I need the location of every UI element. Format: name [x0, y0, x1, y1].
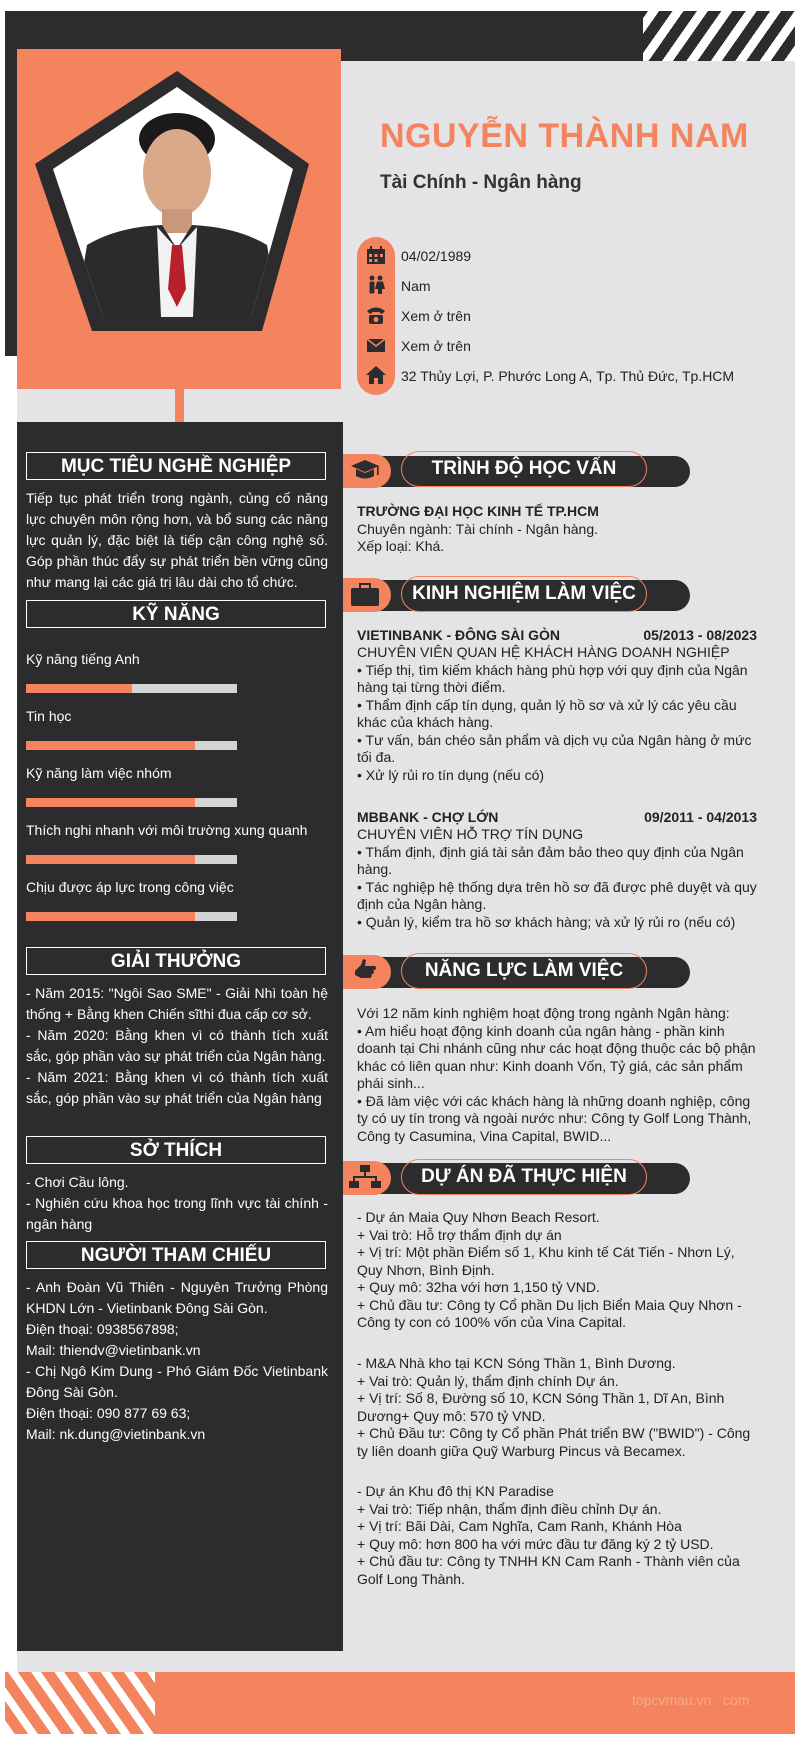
project-item: [357, 1209, 757, 1332]
project-line: + Quy mô: hơn 800 ha với mức đầu tư đăng ký 2 tỷ USD.: [357, 1535, 714, 1552]
reference-line: Điện thoại: 0938567898;: [26, 1321, 179, 1337]
projects-icon-box: [343, 1161, 391, 1195]
competence-line: • Đã làm việc với các khách hàng là những doanh nghiệp, công ty có uy tín trong và ngoài nước như: Công ty Golf Long Thành, Công ty Casumina, Vina Capital, BWID...: [357, 1092, 752, 1144]
portrait-photo: [17, 49, 341, 389]
project-line: - Dự án Khu đô thị KN Paradise: [357, 1483, 554, 1499]
photo-frame: [17, 49, 341, 389]
reference-line: - Chị Ngô Kim Dung - Phó Giám Đốc Vietinbank Đông Sài Gòn.: [26, 1363, 328, 1400]
competence-heading: NĂNG LỰC LÀM VIỆC: [401, 953, 647, 989]
objective-heading: MỤC TIÊU NGHỀ NGHIỆP: [26, 452, 326, 480]
hobbies-heading: SỞ THÍCH: [26, 1136, 326, 1164]
project-line: + Vai trò: Hỗ trợ thẩm định dự án: [357, 1226, 562, 1243]
hobby-item: - Nghiên cứu khoa học trong lĩnh vực tài chính - ngân hàng: [26, 1195, 328, 1232]
project-line: + Vị trí: Một phần Điểm số 1, Khu kinh tế Cát Tiến - Nhơn Lý, Quy Nhơn, Bình Định.: [357, 1244, 735, 1278]
award-item: - Năm 2015: "Ngôi Sao SME" - Giải Nhì toàn hệ thống + Bằng khen Chiến sĩthi đua cấp cơ sở.: [26, 985, 328, 1022]
candidate-name: NGUYỄN THÀNH NAM: [380, 117, 749, 155]
project-line: + Chủ đầu tư: Công ty TNHH KN Cam Ranh - Thành viên của Golf Long Thành.: [357, 1553, 740, 1587]
job-position: CHUYÊN VIÊN QUAN HỆ KHÁCH HÀNG DOANH NGHIỆP: [357, 644, 730, 660]
skills-heading: KỸ NĂNG: [26, 600, 326, 628]
projects-heading: DỰ ÁN ĐÃ THỰC HIỆN: [401, 1159, 647, 1195]
references-heading: NGƯỜI THAM CHIẾU: [26, 1241, 326, 1269]
education-grade: Xếp loại: Khá.: [357, 538, 445, 554]
education-major: Chuyên ngành: Tài chính - Ngân hàng.: [357, 520, 599, 537]
contact-phone: Xem ở trên: [401, 308, 471, 324]
skill-label: Chịu được áp lực trong công việc: [26, 879, 234, 895]
job-title: Tài Chính - Ngân hàng: [380, 172, 582, 193]
email-icon: [364, 333, 388, 357]
job-dates: 09/2011 - 04/2013: [644, 809, 757, 825]
hobby-item: - Chơi Cầu lông.: [26, 1174, 129, 1190]
award-item: - Năm 2020: Bằng khen vì có thành tích xuất sắc, góp phần vào sự phát triển của Ngân hàng.: [26, 1027, 328, 1064]
job-dates: 05/2013 - 08/2023: [643, 627, 757, 643]
job-duty: • Quản lý, kiểm tra hồ sơ khách hàng; và xử lý rủi ro (nếu có): [357, 913, 736, 930]
reference-line: - Anh Đoàn Vũ Thiên - Nguyên Trưởng Phòng KHDN Lớn - Vietinbank Đông Sài Gòn.: [26, 1279, 328, 1316]
hobbies-text: [26, 1172, 328, 1235]
project-line: + Chủ Đầu tư: Công ty Cổ phần Phát triển BW ("BWID") - Công ty liên doanh giữa Quỹ Warburg Pincus và Becamex.: [357, 1425, 751, 1459]
skill-bar: [26, 798, 237, 807]
school-name: TRƯỜNG ĐẠI HỌC KINH TẾ TP.HCM: [357, 503, 599, 519]
project-line: + Vai trò: Quản lý, thẩm định chính Dự án.: [357, 1372, 619, 1389]
briefcase-icon: [343, 578, 391, 612]
competence-line: Với 12 năm kinh nghiệm hoạt động trong ngành Ngân hàng:: [357, 1005, 730, 1021]
education-icon-box: [343, 454, 391, 488]
education-heading: TRÌNH ĐỘ HỌC VẤN: [401, 451, 647, 487]
skill-bar: [26, 855, 237, 864]
award-item: - Năm 2021: Bằng khen vì có thành tích xuất sắc, góp phần vào sự phát triển của Ngân hàng: [26, 1069, 328, 1106]
contact-email: Xem ở trên: [401, 338, 471, 354]
hierarchy-icon: [343, 1161, 391, 1195]
contact-address: 32 Thủy Lợi, P. Phước Long A, Tp. Thủ Đức, Tp.HCM: [401, 368, 735, 384]
skill-bar-fill: [26, 684, 132, 693]
project-item: [357, 1483, 757, 1588]
contact-gender: Nam: [401, 278, 431, 294]
project-line: - Dự án Maia Quy Nhơn Beach Resort.: [357, 1209, 600, 1225]
calendar-icon: [364, 243, 388, 267]
job-position: CHUYÊN VIÊN HỖ TRỢ TÍN DỤNG: [357, 826, 584, 842]
references-text: [26, 1277, 328, 1445]
job-details: [357, 826, 757, 931]
graduation-cap-icon: [343, 454, 391, 488]
skill-label: Kỹ năng tiếng Anh: [26, 651, 140, 667]
competence-content: [357, 1005, 757, 1145]
skill-bar: [26, 684, 237, 693]
reference-line: Mail: nk.dung@vietinbank.vn: [26, 1426, 206, 1442]
photo-connector: [175, 389, 184, 424]
job-details: [357, 644, 757, 784]
objective-text: Tiếp tục phát triển trong ngành, củng cố năng lực chuyên môn rộng hơn, và bổ sung các năng lực quản lý, đặc biệt là tiếp cận công nghệ số. Góp phần thúc đẩy sự phát triển bền vững cũng như mang lại các giá trị lâu dài cho tổ chức.: [26, 490, 328, 590]
job-duty: • Xử lý rủi ro tín dụng (nếu có): [357, 766, 545, 783]
skill-bar-fill: [26, 912, 195, 921]
skill-label: Kỹ năng làm việc nhóm: [26, 765, 172, 781]
job-duty: • Tư vấn, bán chéo sản phẩm và dịch vụ của Ngân hàng ở mức tối đa.: [357, 731, 752, 765]
gender-icon: [364, 273, 388, 297]
job-header: [357, 627, 757, 643]
skill-label: Tin học: [26, 708, 72, 724]
left-dark-strip: [5, 61, 17, 356]
reference-line: Mail: thiendv@vietinbank.vn: [26, 1342, 201, 1358]
skill-bar-fill: [26, 798, 195, 807]
project-line: + Vị trí: Bãi Dài, Cam Nghĩa, Cam Ranh, Khánh Hòa: [357, 1518, 682, 1534]
job-duty: • Tiếp thị, tìm kiếm khách hàng phù hợp với quy định của Ngân hàng tại từng thời điểm.: [357, 661, 748, 695]
experience-heading: KINH NGHIỆM LÀM VIỆC: [401, 576, 647, 612]
project-line: - M&A Nhà kho tại KCN Sóng Thần 1, Bình Dương.: [357, 1355, 676, 1371]
pointing-hand-icon: [343, 955, 391, 989]
competence-line: • Am hiểu hoạt động kinh doanh của ngân hàng - phần kinh doanh tại Chi nhánh cũng như các hoạt động thuộc các bộ phận khác có liên quan như: Kinh doanh Vốn, Tỷ giá, các sản phẩm phái sinh...: [357, 1022, 756, 1091]
education-content: [357, 503, 757, 556]
phone-icon: [364, 303, 388, 327]
competence-icon-box: [343, 955, 391, 989]
skill-label: Thích nghi nhanh với môi trường xung quanh: [26, 822, 308, 838]
job-duty: • Thẩm định cấp tín dụng, quản lý hồ sơ và xử lý các yêu cầu khác của khách hàng.: [357, 696, 737, 730]
skill-bar: [26, 741, 237, 750]
job-company: MBBANK - CHỢ LỚN: [357, 809, 499, 825]
job-duty: • Tác nghiệp hệ thống dựa trên hồ sơ đã được phê duyệt và quy định của Ngân hàng.: [357, 878, 757, 912]
project-line: + Quy mô: 32ha với hơn 1,150 tỷ VND.: [357, 1279, 600, 1295]
job-company: VIETINBANK - ĐÔNG SÀI GÒN: [357, 627, 561, 643]
top-right-stripes: [643, 11, 795, 61]
footer-watermark: topcvmau.vn . com: [632, 1692, 750, 1708]
job-duty: • Thẩm định, định giá tài sản đảm bảo theo quy định của Ngân hàng.: [357, 843, 744, 877]
project-line: + Vị trí: Số 8, Đường số 10, KCN Sóng Thần 1, Dĩ An, Bình Dương+ Quy mô: 570 tỷ VND.: [357, 1390, 725, 1424]
contact-birthdate: 04/02/1989: [401, 248, 472, 264]
home-icon: [364, 363, 388, 387]
skill-bar-fill: [26, 741, 195, 750]
skill-bar: [26, 912, 237, 921]
job-header: [357, 809, 757, 825]
experience-icon-box: [343, 578, 391, 612]
skill-bar-fill: [26, 855, 195, 864]
project-line: + Vai trò: Tiếp nhận, thẩm định điều chỉnh Dự án.: [357, 1500, 662, 1517]
footer-stripes: [5, 1672, 155, 1734]
awards-heading: GIẢI THƯỞNG: [26, 947, 326, 975]
project-item: [357, 1355, 757, 1460]
reference-line: Điện thoại: 090 877 69 63;: [26, 1405, 191, 1421]
project-line: + Chủ đầu tư: Công ty Cổ phần Du lịch Biển Maia Quy Nhơn - Công ty con có 100% vốn của Vina Capital.: [357, 1296, 742, 1330]
awards-text: [26, 983, 328, 1109]
